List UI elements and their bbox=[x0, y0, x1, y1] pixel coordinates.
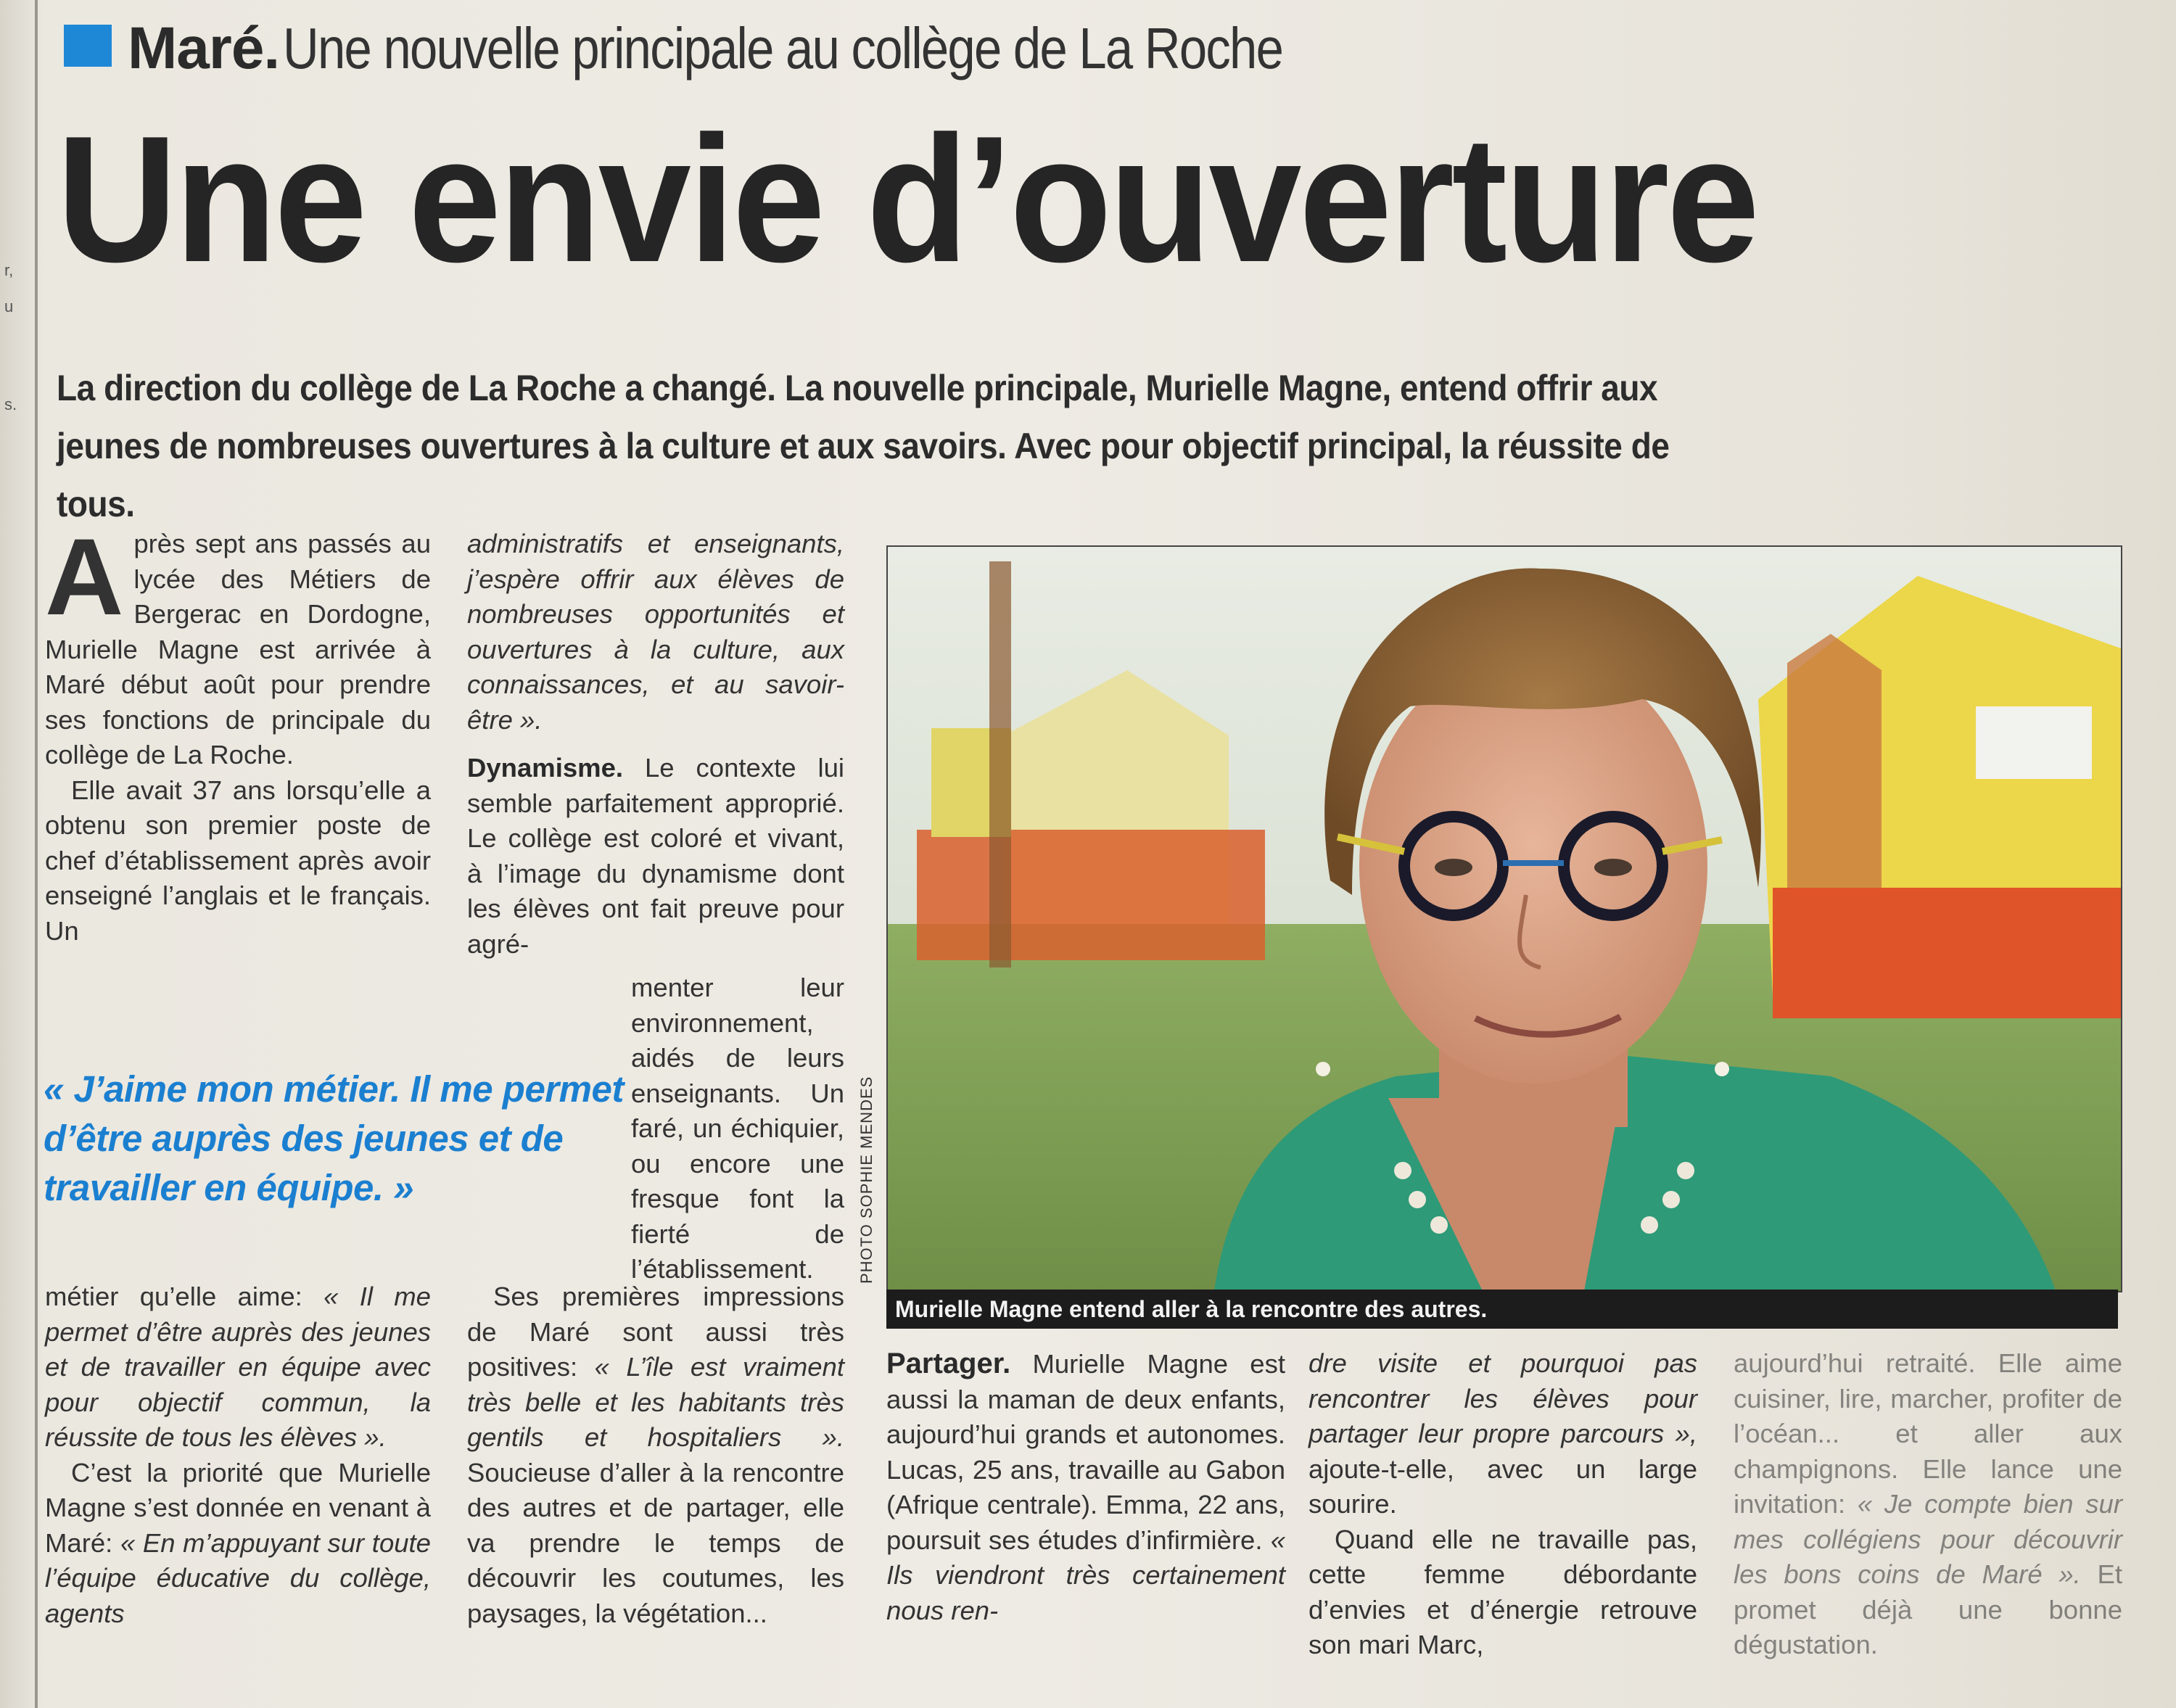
quote-text: dre visite et pourquoi pas rencontrer les élèves pour partager leur propre parcours », bbox=[1309, 1348, 1697, 1448]
column-1-bottom bbox=[45, 1279, 431, 1631]
drop-cap: A bbox=[45, 516, 124, 638]
quote-text: « Je compte bien sur mes collégiens pour découvrir les bons coins de Maré ». bbox=[1734, 1489, 2122, 1589]
body-paragraph: menter leur environnement, aidés de leurs enseignants. Un faré, un échiquier, ou encore une fresque font la fierté de l’établissement. bbox=[631, 973, 844, 1284]
body-text: Le contexte lui semble parfaitement approprié. Le collège est coloré et vivant, à l’image du dynamisme dont les élèves ont fait preuve pour agré- bbox=[467, 753, 844, 959]
portrait-photo bbox=[886, 545, 2122, 1292]
photo-credit: PHOTO SOPHIE MENDES bbox=[857, 1076, 875, 1284]
photo-caption: Murielle Magne entend aller à la rencontre des autres. bbox=[886, 1290, 2118, 1329]
quote-text: administratifs et enseignants, j’espère offrir aux élèves de nombreuses opportunités et ouvertures à la culture, aux connaissances, et au savoir-être ». bbox=[467, 529, 844, 735]
section-square-icon bbox=[64, 25, 112, 67]
quote-text: « Ils viendront très certainement nous ren- bbox=[886, 1525, 1285, 1625]
column-3 bbox=[886, 1346, 1285, 1628]
body-paragraph: Quand elle ne travaille pas, cette femme débordante d’envies et d’énergie retrouve son mari Marc, bbox=[1309, 1524, 1697, 1659]
standfirst: La direction du collège de La Roche a changé. La nouvelle principale, Murielle Magne, entend offrir aux jeunes de nombreuses ouvertures à la culture et aux savoirs. Avec pour objectif principal, la réussite de tous. bbox=[57, 368, 1670, 524]
column-rule bbox=[35, 0, 38, 1708]
edge-text: s. bbox=[4, 395, 17, 413]
body-text: métier qu’elle aime: bbox=[45, 1282, 324, 1311]
edge-text: r, bbox=[4, 261, 14, 279]
column-2-top bbox=[467, 527, 844, 962]
quote-text: « Il me permet d’être auprès des jeunes et de travailler en équipe avec pour objectif commun, la réussite de tous les élèves ». bbox=[45, 1282, 431, 1452]
quote-text: « En m’appuyant sur toute l’équipe éducative du collège, agents bbox=[45, 1527, 431, 1628]
column-1-top bbox=[45, 516, 431, 949]
quote-text: « L’île est vraiment très belle et les habitants très gentils et hospitaliers ». bbox=[467, 1352, 844, 1452]
body-paragraph: Elle avait 37 ans lorsqu’elle a obtenu son premier poste de chef d’établissement après avoir enseigné l’anglais et le français. Un bbox=[45, 775, 431, 946]
pull-quote: « J’aime mon métier. Il me permet d’être auprès des jeunes et de travailler en équipe. » bbox=[44, 1068, 624, 1208]
body-text: aujourd’hui retraité. Elle aime cuisiner, lire, marcher, profiter de l’océan... et aller aux champignons. Elle lance une invitation: bbox=[1734, 1348, 2122, 1519]
paragraph-lead: Partager. bbox=[886, 1348, 1011, 1379]
column-5 bbox=[1734, 1346, 2122, 1663]
body-text: Et promet déjà une bonne dégustation. bbox=[1734, 1559, 2122, 1659]
kicker-place: Maré. bbox=[128, 15, 280, 81]
headline: Une envie d’ouverture bbox=[57, 98, 1757, 300]
body-paragraph: près sept ans passés au lycée des Métiers de Bergerac en Dordogne, Murielle Magne est arrivée à Maré début août pour prendre ses fonctions de principale du collège de La Roche. bbox=[45, 529, 431, 770]
body-text: C’est la priorité que Murielle Magne s’est donnée en venant à Maré: bbox=[45, 1457, 431, 1558]
body-text: ajoute-t-elle, avec un large sourire. bbox=[1309, 1453, 1697, 1519]
portrait-illustration bbox=[888, 547, 2121, 1291]
body-text: Ses premières impressions de Maré sont aussi très positives: bbox=[467, 1282, 844, 1382]
body-text: Murielle Magne est aussi la maman de deux enfants, aujourd’hui grands et autonomes. Lucas, 25 ans, travaille au Gabon (Afrique centrale). Emma, 22 ans, poursuit ses études d’infirmière. bbox=[886, 1349, 1285, 1555]
column-2-bottom bbox=[467, 1279, 844, 1631]
adjacent-column-fragment bbox=[0, 0, 33, 1708]
edge-text: u bbox=[4, 297, 14, 315]
kicker-text: Une nouvelle principale au collège de La Roche bbox=[282, 16, 1282, 81]
body-text: Soucieuse d’aller à la rencontre des autres et de partager, elle va prendre le temps de découvrir les coutumes, les paysages, la végétation... bbox=[467, 1457, 844, 1628]
kicker bbox=[64, 15, 1445, 83]
paragraph-lead: Dynamisme. bbox=[467, 753, 624, 783]
column-4 bbox=[1309, 1346, 1697, 1663]
column-2-narrow bbox=[631, 970, 844, 1287]
